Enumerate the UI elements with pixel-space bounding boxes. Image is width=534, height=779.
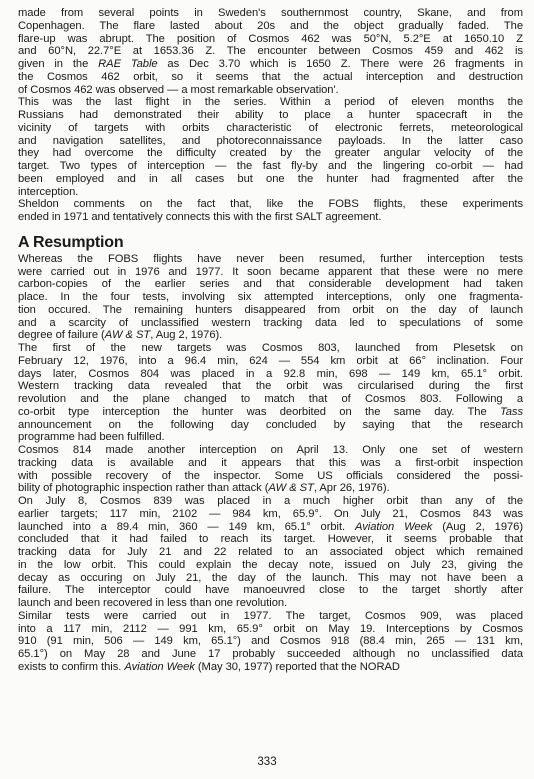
section-heading: A Resumption: [18, 233, 124, 251]
text-line: been employed and in all cases but one the hunter had fragmented after the: [18, 172, 523, 185]
text-line: were carried out in 1976 and 1977. It soon became apparent that these were no mere: [18, 265, 523, 278]
text-line: earlier targets; 117 min, 2102 — 984 km, 65.9°. On July 21, Cosmos 843 was: [18, 507, 523, 520]
paragraph: [18, 253, 523, 342]
text-line: 65.1°) on May 28 and June 17 probably succeeded although no unclassified data: [18, 648, 523, 660]
text-line: exists to confirm this. Aviation Week (May 30, 1977) reported that the NORAD: [18, 660, 400, 673]
text-line: co-orbit type interception the hunter was deorbited on the same day. The Tass: [18, 405, 523, 418]
text-line: decay as occuring on July 21, the day of the launch. This may not have been a: [18, 571, 523, 584]
text-line: and navigation satellites, and photoreconnaissance payloads. In the latter caso: [18, 134, 523, 147]
text-line: degree of failure (AW & ST, Aug 2, 1976).: [18, 329, 223, 342]
text-line: ended in 1971 and tentatively connects this with the first SALT agreement.: [18, 211, 382, 223]
text-line: tracking data is available and it appears that this was a first-orbit inspection: [18, 456, 523, 469]
text-line: days later, Cosmos 804 was placed in a 92.8 min, 698 — 149 km, 65.1° orbit.: [18, 367, 523, 380]
text-line: in the low orbit. This could explain the decay note, issued on July 23, giving the: [18, 558, 523, 571]
text-line: announcement on the following day concluded by saying that the research: [18, 418, 523, 431]
text-line: failure. The interceptor could have manoeuvred close to the target shortly after: [18, 584, 523, 597]
page-number: 333: [257, 756, 277, 768]
text-line: target. Two types of interception — the fast fly-by and the lingering co-orbit — had: [18, 160, 523, 172]
text-line: Sheldon comments on the fact that, like the FOBS flights, these experiments: [18, 198, 523, 211]
text-line: Russians had demonstrated their ability to place a hunter spacecraft in the: [18, 109, 523, 121]
body-text-top: [18, 7, 523, 224]
text-line: This was the last flight in the series. Within a period of eleven months the: [18, 96, 523, 109]
text-line: The first of the new targets was Cosmos 803, launched from Plesetsk on: [18, 342, 523, 354]
paragraph: [18, 198, 523, 224]
text-line: flare-up was abrupt. The position of Cosmos 462 was 50°N, 5.2°E at 1650.10 Z: [18, 32, 523, 45]
body-text-bottom: [18, 253, 523, 674]
text-line: the Cosmos 462 orbit, so it seems that the actual interception and destruction: [18, 70, 523, 83]
text-line: interception.: [18, 185, 79, 198]
text-line: revolution and the plane changed to match that of Cosmos 803. Following a: [18, 393, 523, 405]
paragraph: [18, 610, 523, 674]
text-line: Whereas the FOBS flights have never been resumed, further interception tests: [18, 252, 523, 265]
paragraph: [18, 342, 523, 444]
text-line: Similar tests were carried out in 1977. The target, Cosmos 909, was placed: [18, 609, 523, 622]
text-line: they had overcome the difficulty created by the greater angular velocity of the: [18, 147, 523, 160]
text-line: place. In the four tests, involving six attempted interceptions, only one fragmenta-: [18, 291, 523, 303]
text-line: Copenhagen. The flare lasted about 20s and the object gradually faded. The: [18, 19, 523, 32]
text-line: tracking data for July 21 and 22 related to an associated object which remained: [18, 546, 523, 558]
text-line: launch and been recovered in less than one revolution.: [18, 597, 288, 609]
text-line: vicinity of targets with orbits characteristic of electronic ferrets, meteorological: [18, 121, 523, 134]
text-line: tion occured. The remaining hunters disappeared from orbit on the day of launch: [18, 303, 523, 316]
text-line: and a scarcity of unclassified western tracking data led to speculations of some: [18, 316, 523, 329]
text-line: Western tracking data revealed that the orbit was circularised during the first: [18, 380, 523, 393]
paragraph: [18, 444, 523, 495]
text-line: given in the RAE Table as Dec 3.70 which is 1650 Z. There were 26 fragments in: [18, 58, 523, 70]
text-line: On July 8, Cosmos 839 was placed in a much higher orbit than any of the: [18, 495, 523, 507]
text-line: bility of photographic inspection rather than attack (AW & ST, Apr 26, 1976).: [18, 482, 390, 495]
text-line: February 12, 1976, into a 96.4 min, 624 — 554 km orbit at 66° inclination. Four: [18, 354, 523, 367]
text-line: programme had been fulfilled.: [18, 431, 165, 444]
text-line: made from several points in Sweden's southernmost country, Skane, and from: [18, 7, 523, 19]
text-line: of Cosmos 462 was observed — a most remarkable observation'.: [18, 83, 339, 96]
text-line: and 60°N, 22.7°E at 1653.36 Z. The encounter between Cosmos 459 and 462 is: [18, 45, 523, 58]
text-line: concluded that it had failed to reach its target. However, it seems probable that: [18, 533, 523, 546]
text-line: into a 117 min, 2112 — 991 km, 65.9° orbit on May 19. Interceptions by Cosmos: [18, 622, 523, 635]
paragraph: [18, 495, 523, 610]
text-line: Cosmos 814 made another interception on April 13. Only one set of western: [18, 444, 523, 456]
text-line: launched into a 89.4 min, 360 — 149 km, 65.1° orbit. Aviation Week (Aug 2, 1976): [18, 520, 524, 533]
paragraph: [18, 7, 523, 96]
text-line: with possible recovery of the inspector. Some US officials considered the possi-: [18, 469, 523, 482]
paragraph: [18, 96, 523, 198]
text-line: 910 (91 min, 506 — 149 km, 65.1°) and Cosmos 918 (88.4 min, 265 — 131 km,: [18, 635, 523, 648]
text-line: carbon-copies of the earlier series and that considerable development had taken: [18, 278, 523, 291]
text-column: [18, 7, 523, 674]
